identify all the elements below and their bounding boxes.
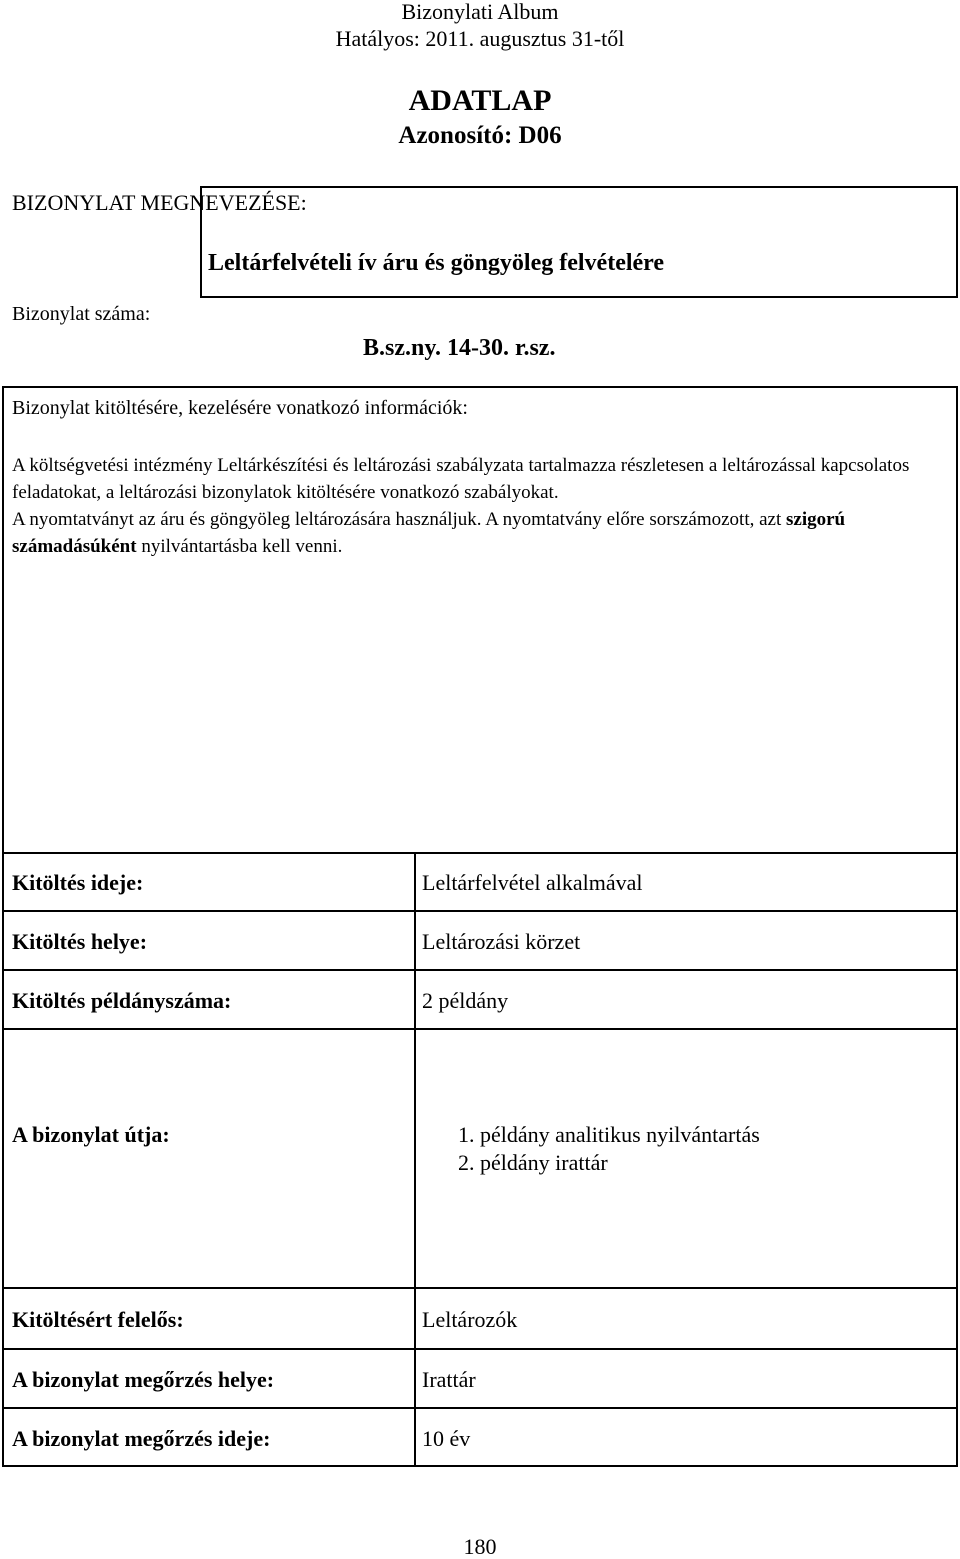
divider (2, 910, 958, 912)
storage-time-value: 10 év (422, 1426, 471, 1451)
divider (2, 969, 958, 971)
divider (2, 852, 958, 854)
column-divider (414, 852, 416, 1467)
info-paragraph-2-emphasis: szigorú számadásúként (12, 509, 846, 557)
divider (2, 1028, 958, 1030)
storage-place-value: Irattár (422, 1367, 476, 1392)
page-number: 180 (463, 1534, 497, 1559)
fill-copies-label: Kitöltés példányszáma: (12, 988, 232, 1013)
responsible-value: Leltározók (422, 1307, 518, 1332)
info-heading: Bizonylat kitöltésére, kezelésére vonatkozó információk: (12, 397, 468, 419)
divider (2, 1348, 958, 1350)
document-name-value: Leltárfelvételi ív áru és göngyöleg felvételére (208, 250, 665, 276)
route-label: A bizonylat útja: (12, 1122, 170, 1147)
fill-time-label: Kitöltés ideje: (12, 870, 144, 895)
valid-from: Hatályos: 2011. augusztus 31-től (335, 26, 625, 51)
divider (2, 1287, 958, 1289)
fill-time-value: Leltárfelvétel alkalmával (422, 870, 643, 895)
info-paragraph-2-tail: nyilvántartásba kell venni. (136, 536, 343, 557)
info-paragraph-2-text: A nyomtatványt az áru és göngyöleg leltározására használjuk. A nyomtatvány előre sorszámozott, azt (12, 509, 786, 530)
album-title: Bizonylati Album (401, 0, 559, 24)
document-name-box (200, 186, 958, 298)
route-line-2: 2. példány irattár (458, 1150, 608, 1175)
document-number-label: Bizonylat száma: (12, 303, 151, 325)
page-title: ADATLAP (408, 84, 552, 117)
storage-time-label: A bizonylat megőrzés ideje: (12, 1426, 271, 1451)
info-body (12, 452, 942, 560)
fill-place-label: Kitöltés helye: (12, 929, 148, 954)
fill-place-value: Leltározási körzet (422, 929, 581, 954)
document-number-value: B.sz.ny. 14-30. r.sz. (363, 335, 556, 361)
fill-copies-value: 2 példány (422, 988, 509, 1013)
storage-place-label: A bizonylat megőrzés helye: (12, 1367, 275, 1392)
route-line-1: 1. példány analitikus nyilvántartás (458, 1122, 760, 1147)
form-id: Azonosító: D06 (398, 122, 562, 149)
info-paragraph-1: A költségvetési intézmény Leltárkészítési és leltározási szabályzata tartalmazza részletesen a leltározással kapcsolatos feladatokat, a leltározási bizonylatok kitöltésére vonatkozó szabályokat. (12, 455, 910, 503)
document-name-label: BIZONYLAT MEGNEVEZÉSE: (12, 190, 307, 215)
divider (2, 1407, 958, 1409)
info-paragraph-2 (12, 506, 942, 560)
responsible-label: Kitöltésért felelős: (12, 1307, 184, 1332)
